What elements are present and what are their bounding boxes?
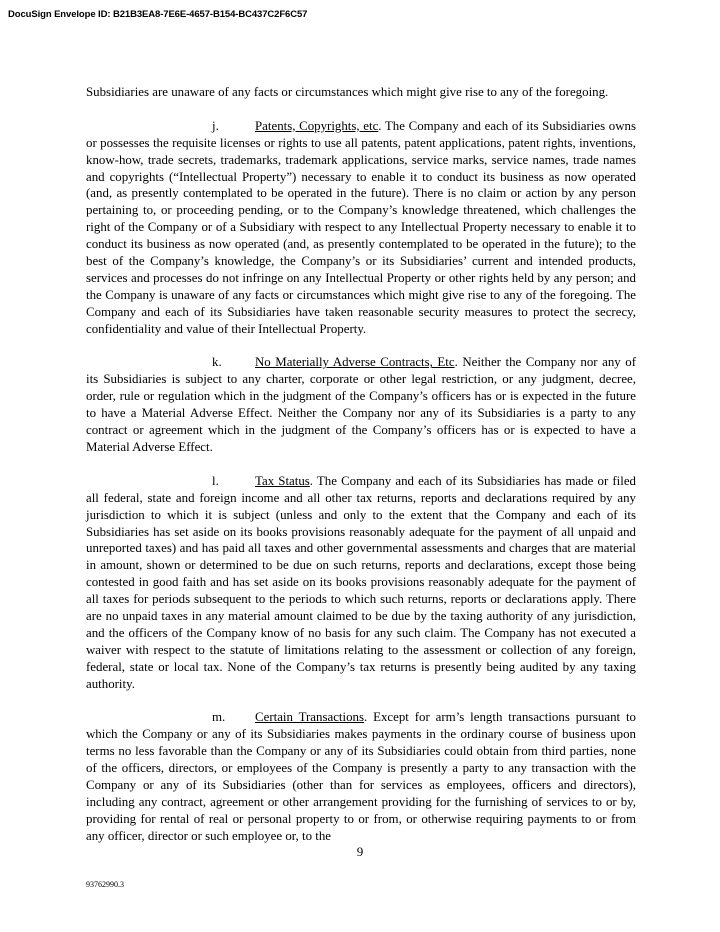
paragraph-continuation	[86, 84, 636, 101]
page-number: 9	[356, 844, 364, 859]
section-marker: j.	[212, 118, 219, 133]
section-marker: k.	[212, 355, 222, 370]
paragraph-l-tax-status	[86, 473, 636, 693]
section-heading: Patents, Copyrights, etc	[255, 118, 379, 133]
paragraph-text: . Except for arm’s length transactions pursuant to which the Company or any of its Subsidiaries makes payments in the ordinary course of business upon terms no less favorable than the Company or any of its Subsidiaries could obtain from third parties, none of the officers, directors, or employees of the Company is presently a party to any transaction with the Company or any of its Subsidiaries (other than for services as employees, officers and directors), including any contract, agreement or other arrangement providing for the furnishing of services to or by, providing for rental of real or personal property to or from, or otherwise requiring payments to or from any officer, director or such employee or, to the	[86, 710, 637, 843]
paragraph-text: . The Company and each of its Subsidiaries has made or filed all federal, state and foreign income and all other tax returns, reports and declarations required by any jurisdiction to which it is subject (unless and only to the extent that the Company and each of its Subsidiaries has set aside on its books provisions reasonably adequate for the payment of all unpaid and unreported taxes) and has paid all taxes and other governmental assessments and charges that are material in amount, shown or determined to be due on such returns, reports and declarations, except those being contested in good faith and has set aside on its books provisions reasonably adequate for the payment of all taxes for periods subsequent to the periods to which such returns, reports or declarations apply. There are no unpaid taxes in any material amount claimed to be due by the taxing authority of any jurisdiction, and the officers of the Company know of no basis for any such claim. The Company has not executed a waiver with respect to the statute of limitations relating to the assessment or collection of any foreign, federal, state or local tax. None of the Company’s tax returns is presently being audited by any taxing authority.	[86, 473, 636, 691]
paragraph-k-contracts	[86, 354, 636, 455]
section-marker: l.	[212, 473, 219, 488]
paragraph-text: . The Company and each of its Subsidiaries owns or possesses the requisite licenses or rights to use all patents, patent applications, patent rights, inventions, know-how, trade secrets, trademarks, trademark applications, service marks, service names, trade names and copyrights (“Intellectual Property”) necessary to enable it to conduct its business as now operated (and, as presently contemplated to be operated in the future). There is no claim or action by any person pertaining to, or proceeding pending, or to the Company’s knowledge threatened, which challenges the right of the Company or of a Subsidiary with respect to any Intellectual Property necessary to enable it to conduct its business as now operated (and, as presently contemplated to be operated in the future); to the best of the Company’s knowledge, the Company’s or its Subsidiaries’ current and intended products, services and processes do not infringe on any Intellectual Property or other rights held by any person; and the Company is unaware of any facts or circumstances which might give rise to any of the foregoing. The Company and each of its Subsidiaries have taken reasonable security measures to protect the secrecy, confidentiality and value of their Intellectual Property.	[86, 118, 636, 336]
document-id: 93762990.3	[86, 880, 124, 889]
paragraph-text: . Neither the Company nor any of its Subsidiaries is subject to any charter, corporate or other legal restriction, or any judgment, decree, order, rule or regulation which in the judgment of the Company’s officers has or is expected in the future to have a Material Adverse Effect. Neither the Company nor any of its Subsidiaries is a party to any contract or agreement which in the judgment of the Company’s officers has or is expected to have a Material Adverse Effect.	[86, 355, 636, 454]
section-heading: No Materially Adverse Contracts, Etc	[255, 355, 455, 370]
paragraph-m-transactions	[86, 709, 636, 844]
paragraph-j-patents	[86, 118, 636, 338]
paragraph-text: Subsidiaries are unaware of any facts or circumstances which might give rise to any of the foregoing.	[86, 85, 609, 99]
section-heading: Tax Status	[255, 473, 310, 488]
section-heading: Certain Transactions	[255, 710, 364, 725]
document-body	[86, 84, 636, 862]
envelope-id: DocuSign Envelope ID: B21B3EA8-7E6E-4657-B154-BC437C2F6C57	[8, 9, 308, 20]
section-marker: m.	[212, 710, 226, 725]
